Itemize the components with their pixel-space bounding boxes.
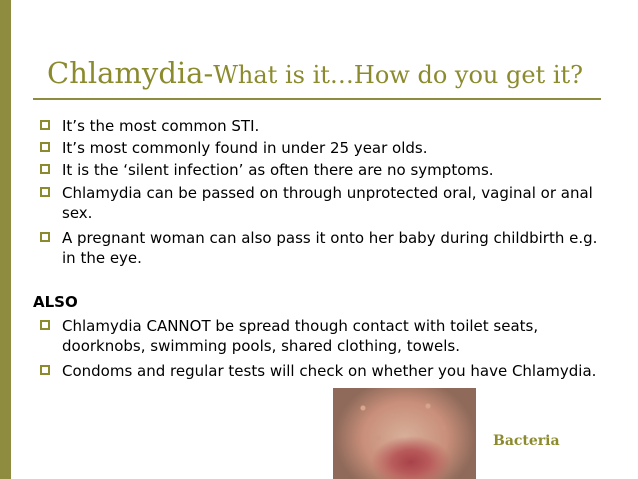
square-bullet-icon	[40, 320, 50, 330]
bullet-item	[40, 316, 600, 356]
square-bullet-icon	[40, 120, 50, 130]
square-bullet-icon	[40, 232, 50, 242]
slide-side-bar	[0, 0, 11, 479]
slide-title	[47, 56, 583, 88]
bullet-text: A pregnant woman can also pass it onto her baby during childbirth e.g. in the eye.	[62, 229, 598, 267]
bullet-item	[40, 116, 600, 136]
also-heading: ALSO	[33, 293, 78, 311]
photo-caption: Bacteria	[493, 433, 560, 449]
rash-photo	[333, 388, 476, 479]
bullet-item	[40, 160, 600, 180]
slide-title-sub: What is it…How do you get it?	[213, 61, 584, 89]
bullet-text: Chlamydia CANNOT be spread though contact with toilet seats, doorknobs, swimming pools, shared clothing, towels.	[62, 317, 539, 355]
title-divider	[33, 98, 601, 100]
bullet-item	[40, 361, 600, 381]
square-bullet-icon	[40, 187, 50, 197]
square-bullet-icon	[40, 142, 50, 152]
bullet-item	[40, 228, 600, 268]
slide-title-main: Chlamydia-	[47, 56, 214, 90]
bullet-item	[40, 138, 600, 158]
square-bullet-icon	[40, 164, 50, 174]
bullet-text: It is the ‘silent infection’ as often there are no symptoms.	[62, 161, 494, 179]
bullet-text: Chlamydia can be passed on through unprotected oral, vaginal or anal sex.	[62, 184, 593, 222]
bullet-text: It’s most commonly found in under 25 year olds.	[62, 139, 428, 157]
bullet-item	[40, 183, 600, 223]
square-bullet-icon	[40, 365, 50, 375]
bullet-text: Condoms and regular tests will check on whether you have Chlamydia.	[62, 362, 597, 380]
bullet-text: It’s the most common STI.	[62, 117, 260, 135]
